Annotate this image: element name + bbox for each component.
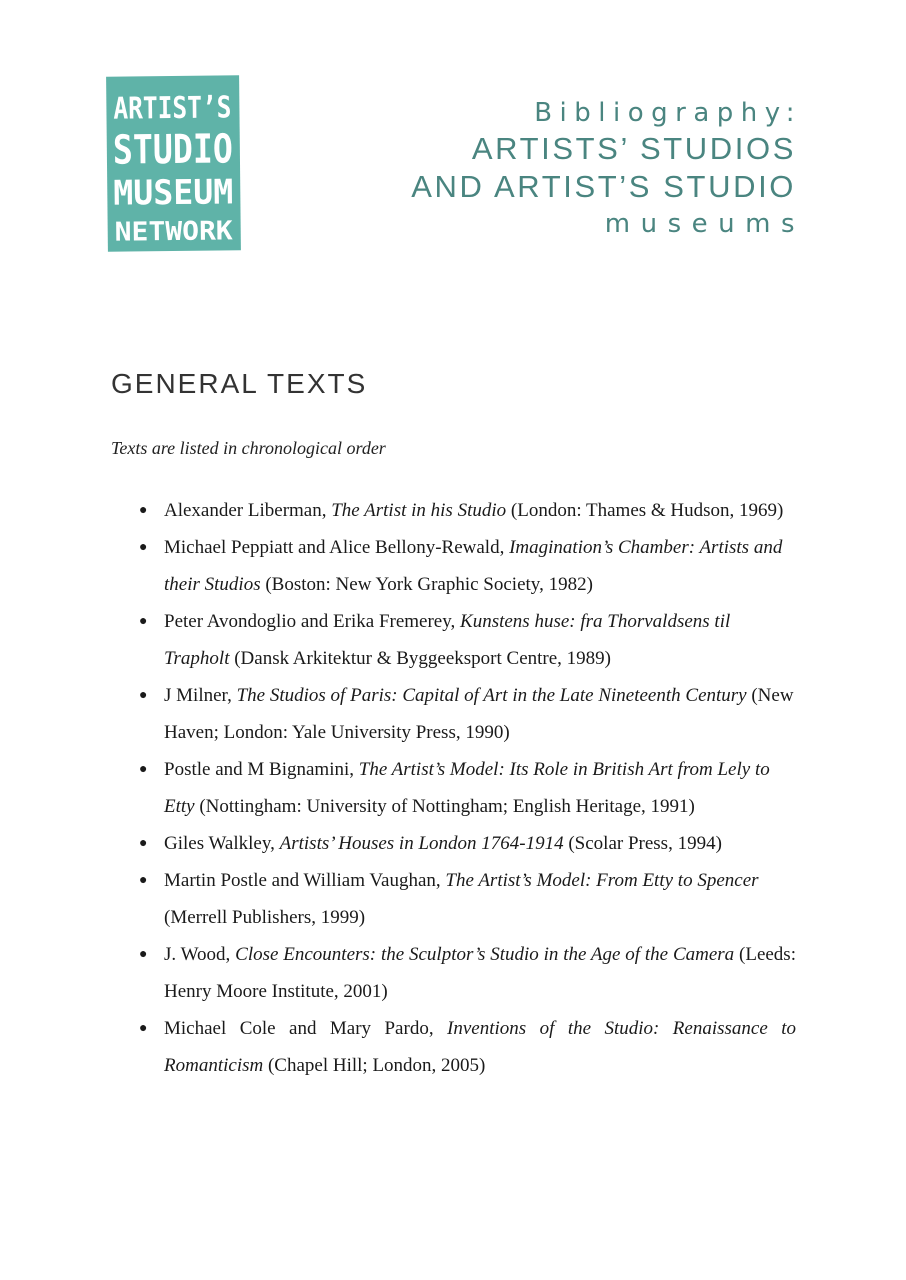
bibliography-entry bbox=[0, 603, 906, 677]
logo-line-4: NETWORK bbox=[114, 216, 225, 248]
title-line-museums: museums bbox=[604, 209, 805, 239]
document-title bbox=[411, 96, 805, 242]
entry-publication: (Leeds: Henry Moore Institute, 2001) bbox=[164, 944, 796, 1002]
title-line-bibliography: Bibliography: bbox=[534, 98, 802, 128]
title-line-artists-studios: ARTISTS’ STUDIOS bbox=[471, 131, 796, 166]
entry-title: The Artist’s Model: From Etty to Spencer bbox=[445, 870, 759, 891]
entry-publication: (London: Thames & Hudson, 1969) bbox=[506, 500, 784, 521]
entry-title: The Artist’s Model: Its Role in British Art from Lely to Etty bbox=[164, 759, 770, 817]
bibliography-entry bbox=[0, 677, 906, 751]
entry-title: Artists’ Houses in London 1764-1914 bbox=[279, 833, 564, 854]
bullet-icon: ● bbox=[139, 614, 148, 629]
entry-title: Imagination’s Chamber: Artists and their Studios bbox=[164, 537, 783, 595]
entry-author: J. Wood, bbox=[164, 944, 236, 965]
entry-title: The Studios of Paris: Capital of Art in the Late Nineteenth Century bbox=[236, 685, 747, 706]
entry-title: The Artist in his Studio bbox=[331, 500, 507, 521]
entry-author: Giles Walkley, bbox=[164, 833, 280, 854]
entry-publication: (Boston: New York Graphic Society, 1982) bbox=[260, 574, 593, 595]
entry-author: Peter Avondoglio and Erika Fremerey, bbox=[164, 611, 461, 632]
bullet-icon: ● bbox=[139, 540, 148, 555]
bullet-icon: ● bbox=[139, 503, 148, 518]
entry-publication: (Scolar Press, 1994) bbox=[563, 833, 722, 854]
entry-author: Martin Postle and William Vaughan, bbox=[164, 870, 446, 891]
bullet-icon: ● bbox=[139, 762, 148, 777]
logo-line-3: MUSEUM bbox=[113, 172, 237, 214]
entry-author: Michael Peppiatt and Alice Bellony-Rewald, bbox=[164, 537, 510, 558]
bibliography-entry bbox=[0, 862, 906, 936]
bibliography-entry bbox=[0, 751, 906, 825]
entry-title: Inventions of the Studio: Renaissance to Romanticism bbox=[164, 1018, 796, 1076]
entry-publication: (Nottingham: University of Nottingham; English Heritage, 1991) bbox=[194, 796, 695, 817]
entry-author: Alexander Liberman, bbox=[164, 500, 332, 521]
entry-author: Michael Cole and Mary Pardo, bbox=[164, 1018, 448, 1039]
entry-publication: (Merrell Publishers, 1999) bbox=[164, 907, 366, 928]
bibliography-list bbox=[0, 492, 906, 1084]
bullet-icon: ● bbox=[139, 688, 148, 703]
bibliography-entry bbox=[0, 529, 906, 603]
entry-publication: (New Haven; London: Yale University Press, 1990) bbox=[164, 685, 794, 743]
entry-author: Postle and M Bignamini, bbox=[164, 759, 359, 780]
title-line-and-artists-studio: AND ARTIST’S STUDIO bbox=[411, 169, 796, 204]
section-heading: GENERAL TEXTS bbox=[111, 368, 368, 399]
entry-title: Kunstens huse: fra Thorvaldsens til Trapholt bbox=[164, 611, 731, 669]
entry-title: Close Encounters: the Sculptor’s Studio in the Age of the Camera bbox=[235, 944, 735, 965]
bullet-icon: ● bbox=[139, 1021, 148, 1036]
bibliography-entry bbox=[0, 492, 906, 529]
ordering-note: Texts are listed in chronological order bbox=[111, 438, 386, 458]
logo-line-2: STUDIO bbox=[112, 126, 258, 174]
bibliography-entry bbox=[0, 1010, 906, 1084]
logo-line-1: ARTIST’S bbox=[113, 90, 259, 127]
bibliography-entry bbox=[0, 825, 906, 862]
bullet-icon: ● bbox=[139, 947, 148, 962]
bibliography-entry bbox=[0, 936, 906, 1010]
entry-publication: (Chapel Hill; London, 2005) bbox=[263, 1055, 486, 1076]
entry-author: J Milner, bbox=[164, 685, 237, 706]
artists-studio-museum-network-logo bbox=[106, 75, 259, 251]
entry-publication: (Dansk Arkitektur & Byggeeksport Centre, 1989) bbox=[229, 648, 611, 669]
bullet-icon: ● bbox=[139, 873, 148, 888]
bullet-icon: ● bbox=[139, 836, 148, 851]
